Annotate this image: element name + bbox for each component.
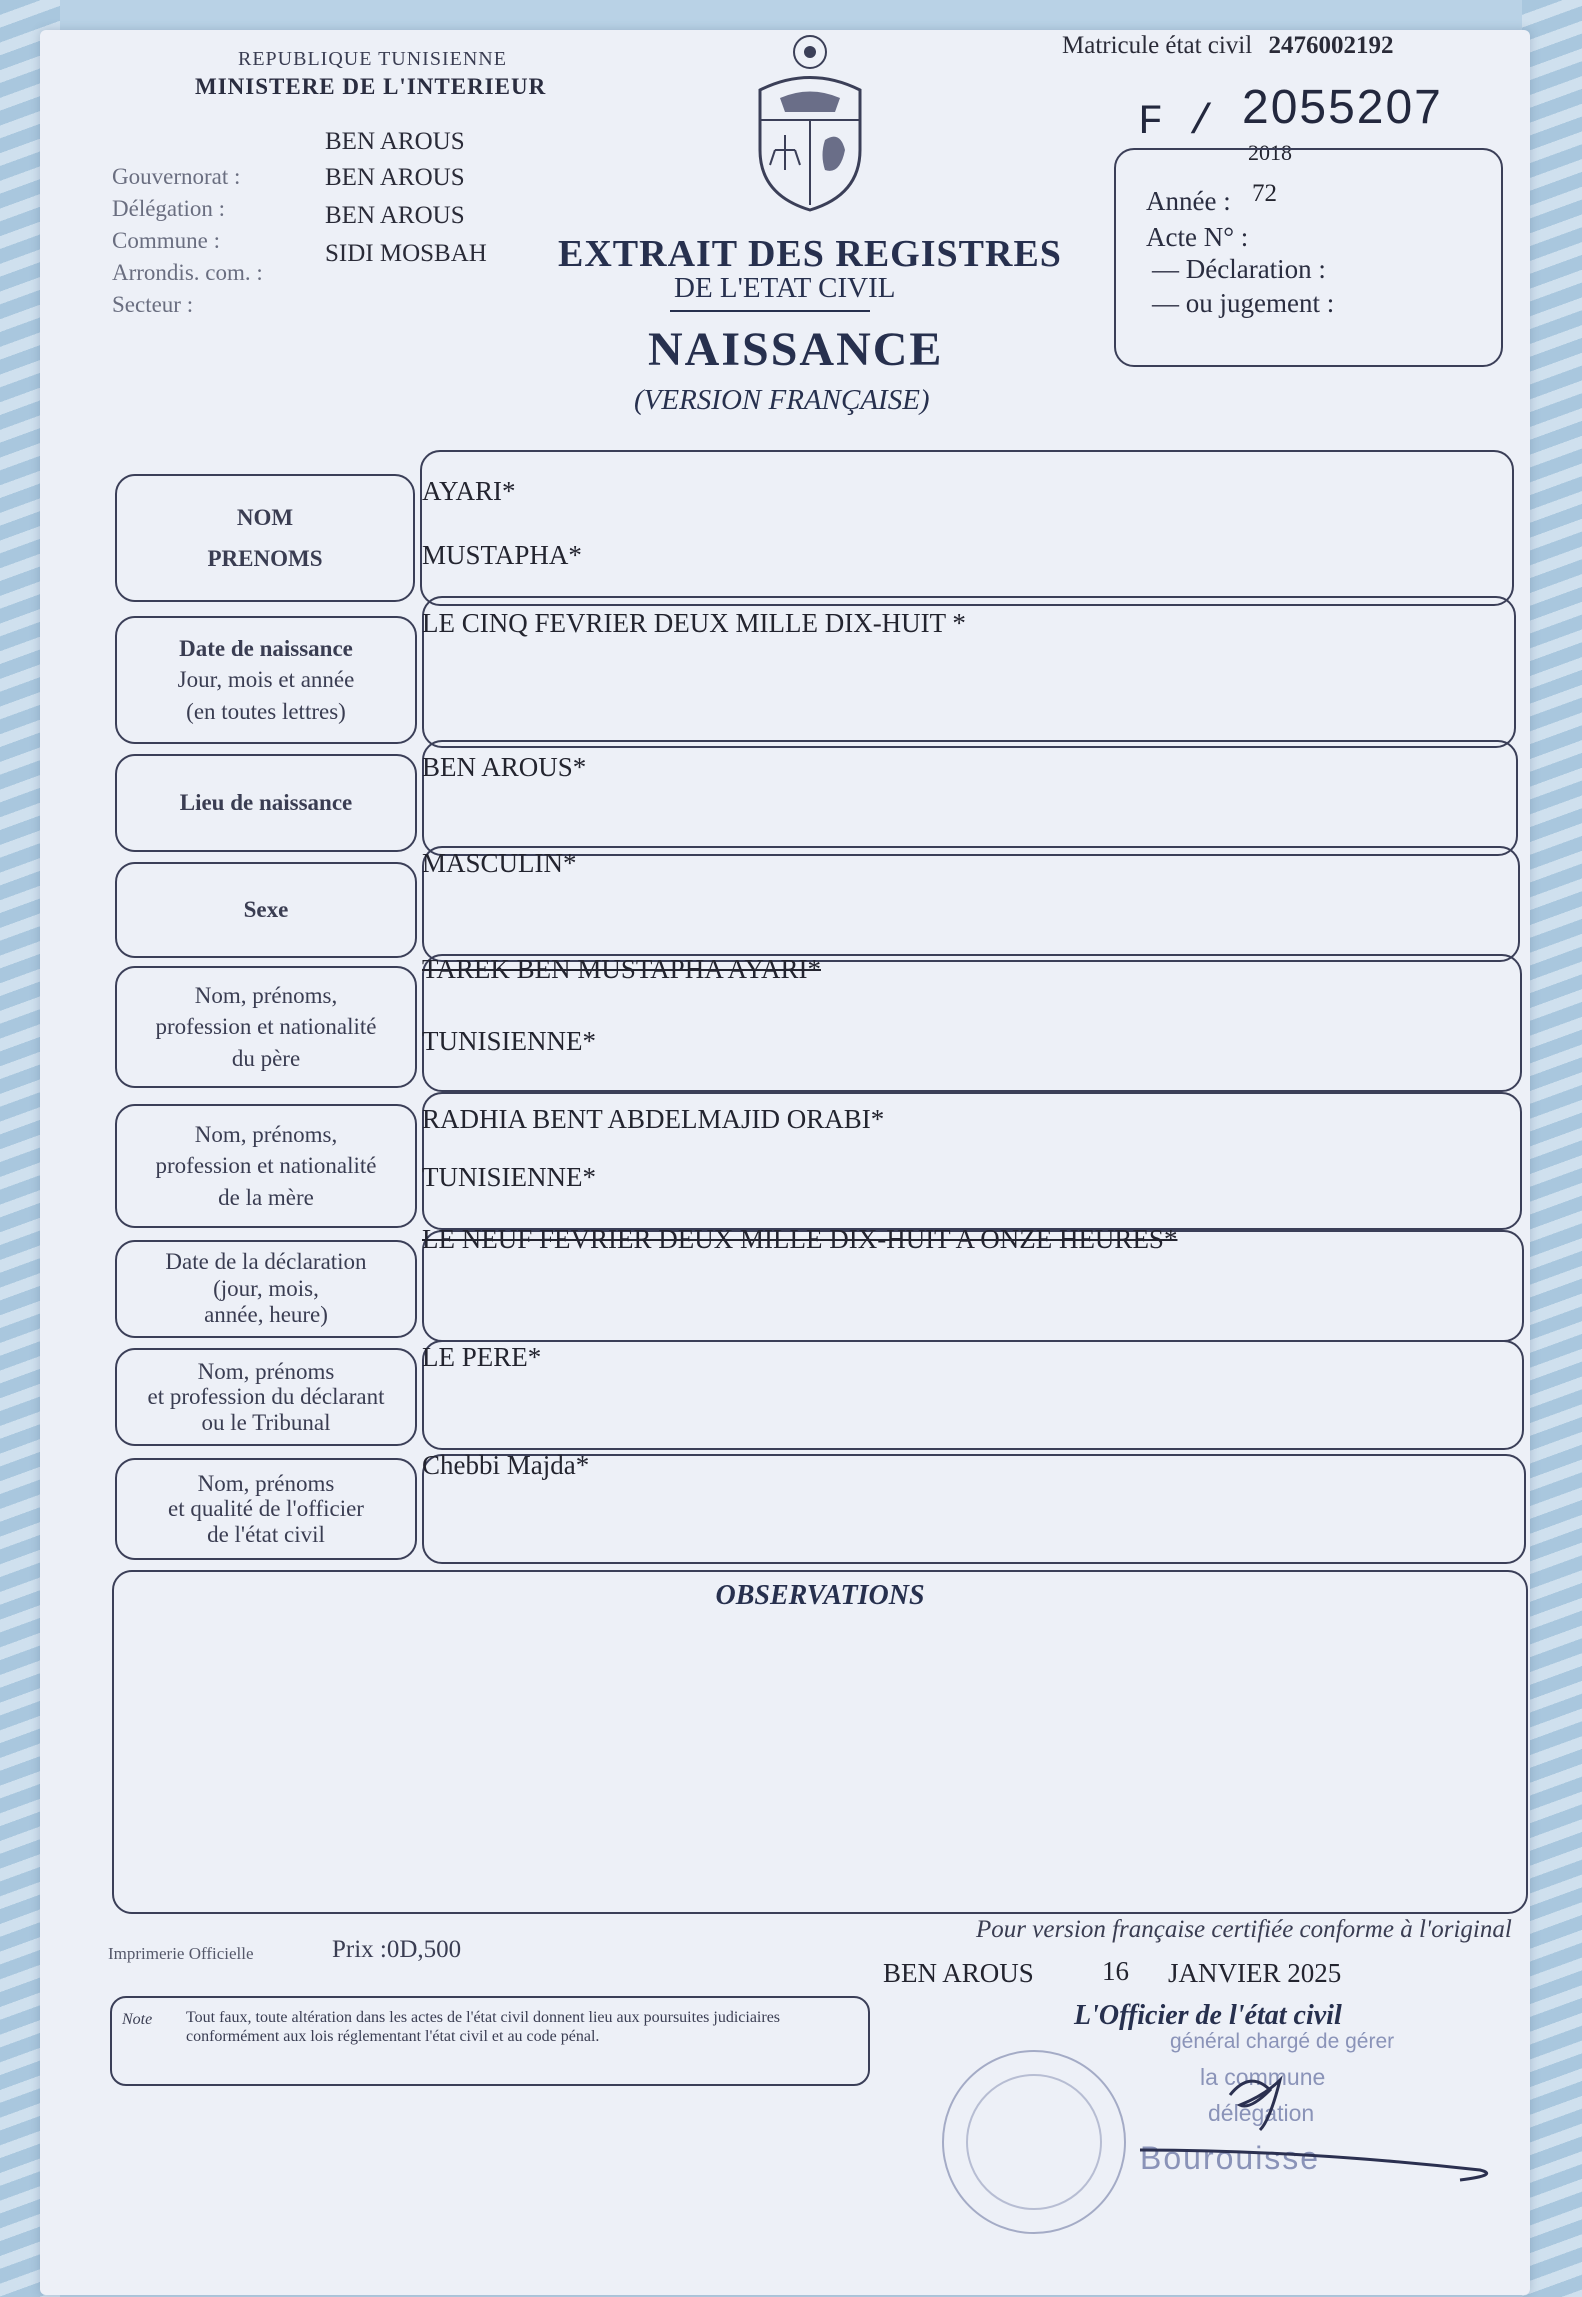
acte-number-label: Acte N° : [1146,222,1249,252]
declarant-label-3: ou le Tribunal [201,1409,331,1435]
commune-value: SIDI MOSBAH [325,240,487,267]
delegation-value: BEN AROUS [325,202,465,229]
ministry-label: MINISTERE DE L'INTERIEUR [195,74,547,99]
republic-label: REPUBLIQUE TUNISIENNE [238,48,507,70]
declarant-label-2: et profession du déclarant [147,1384,385,1410]
form-number: 2055207 [1242,81,1443,134]
declaration-label: — Déclaration : [1152,254,1326,284]
stamp-line3: délégation [1208,2100,1315,2126]
sexe-value: MASCULIN* [422,848,577,878]
nom-label: NOM [236,504,294,530]
dob-label-sub1: Jour, mois et année [177,667,355,693]
officier-label-1: Nom, prénoms [197,1471,335,1497]
arrondissement-label: Arrondis. com. : [112,260,263,285]
note-label: Note [122,2011,153,2028]
gouvernorat-value: BEN AROUS [325,164,465,191]
document-title-line1: EXTRAIT DES REGISTRES [558,233,1062,275]
officer-title: L'Officier de l'état civil [1074,2000,1342,2031]
gouvernorat-label: Gouvernorat : [112,164,241,189]
observations-box [112,1570,1528,1914]
pere-label-box [115,966,417,1088]
jugement-label: — ou jugement : [1152,288,1335,318]
declarant-label-box [115,1348,417,1446]
matricule-label: Matricule état civil [1062,32,1253,59]
sexe-label: Sexe [243,897,289,923]
official-stamp-inner-ring [966,2074,1102,2210]
commune-label: Commune : [112,228,220,253]
stamp-name: Bourouisse [1140,2140,1321,2176]
annee-value: 72 [1252,180,1277,207]
note-text: Tout faux, toute altération dans les actes de l'état civil donnent lieu aux poursuites judiciaires conformément aux lois réglementant l'état civil et au code pénal. [186,2009,781,2046]
document-title-line2: DE L'ETAT CIVIL [674,272,896,304]
officier-label-box [115,1458,417,1560]
decl-label-2: (jour, mois, [213,1275,319,1301]
sexe-label-box [115,862,417,958]
dob-label-title: Date de naissance [179,636,353,662]
handwritten-signature-icon [1100,2050,1520,2190]
nom-prenoms-value-box [420,450,1514,606]
annee-label: Année : [1146,186,1231,216]
acte-year-above: 2018 [1248,140,1292,165]
form-prefix: F / [1138,98,1214,146]
lieu-value-box [422,740,1518,856]
pere-name-value: TAREK BEN MUSTAPHA AYARI* [422,954,821,984]
mere-label-3: de la mère [218,1184,314,1210]
observations-title: OBSERVATIONS [715,1580,925,1611]
pere-label-3: du père [231,1045,301,1071]
lieu-value: BEN AROUS* [422,752,587,782]
declarant-label-1: Nom, prénoms [197,1359,335,1385]
signature-day: 16 [1102,1956,1129,1986]
officier-value: Chebbi Majda* [422,1450,590,1480]
stamp-line1: général chargé de gérer [1170,2030,1395,2053]
certified-note: Pour version française certifiée conforme à l'original [976,1916,1512,1943]
signature-city: BEN AROUS [883,1958,1034,1988]
dob-label-sub2: (en toutes lettres) [186,698,346,724]
title-underline [670,310,870,312]
dob-label-box [115,616,417,744]
prenoms-value: MUSTAPHA* [422,540,582,570]
official-round-stamp [942,2050,1126,2234]
acte-info-box [1114,148,1503,367]
lieu-label-box [115,754,417,852]
nom-prenoms-label-box [115,474,415,602]
prix-label: Prix :0D,500 [332,1936,462,1963]
mere-label-box [115,1104,417,1228]
signature-month-year: JANVIER 2025 [1168,1958,1342,1988]
officier-label-3: de l'état civil [207,1521,325,1547]
document-title-naissance: NAISSANCE [648,323,944,376]
document-paper [40,30,1530,2295]
mere-label-1: Nom, prénoms, [194,1122,338,1148]
declarant-value: LE PERE* [422,1342,542,1372]
lieu-label: Lieu de naissance [179,790,353,816]
right-border-pattern [1522,0,1582,2297]
top-location-value: BEN AROUS [325,128,465,155]
mere-label-2: profession et nationalité [155,1153,377,1179]
decl-label-3: année, heure) [204,1302,328,1328]
tunisia-coat-of-arms-icon [740,30,880,220]
pere-nationality-value: TUNISIENNE* [422,1026,596,1056]
matricule-row [1062,32,1393,60]
imprimerie-label: Imprimerie Officielle [108,1944,254,1963]
decl-label-1: Date de la déclaration [165,1249,367,1275]
declaration-date-value: LE NEUF FEVRIER DEUX MILLE DIX-HUIT A ONZE HEURES* [422,1224,1178,1254]
delegation-label: Délégation : [112,196,226,221]
sexe-value-box [422,846,1520,962]
document-title-version: (VERSION FRANÇAISE) [634,384,930,416]
officier-label-2: et qualité de l'officier [168,1496,364,1522]
declaration-date-label-box [115,1240,417,1338]
prenoms-label: PRENOMS [207,546,323,571]
mere-name-value: RADHIA BENT ABDELMAJID ORABI* [422,1104,885,1134]
matricule-value: 2476002192 [1268,32,1394,59]
nom-value: AYARI* [422,476,516,506]
dob-value: LE CINQ FEVRIER DEUX MILLE DIX-HUIT * [422,608,966,638]
pere-label-1: Nom, prénoms, [194,983,338,1009]
secteur-label: Secteur : [112,292,194,317]
pere-label-2: profession et nationalité [155,1014,377,1040]
declarant-value-box [422,1340,1524,1450]
legal-note-box [110,1996,870,2086]
mere-nationality-value: TUNISIENNE* [422,1162,596,1192]
stamp-line2: la commune [1200,2064,1326,2090]
